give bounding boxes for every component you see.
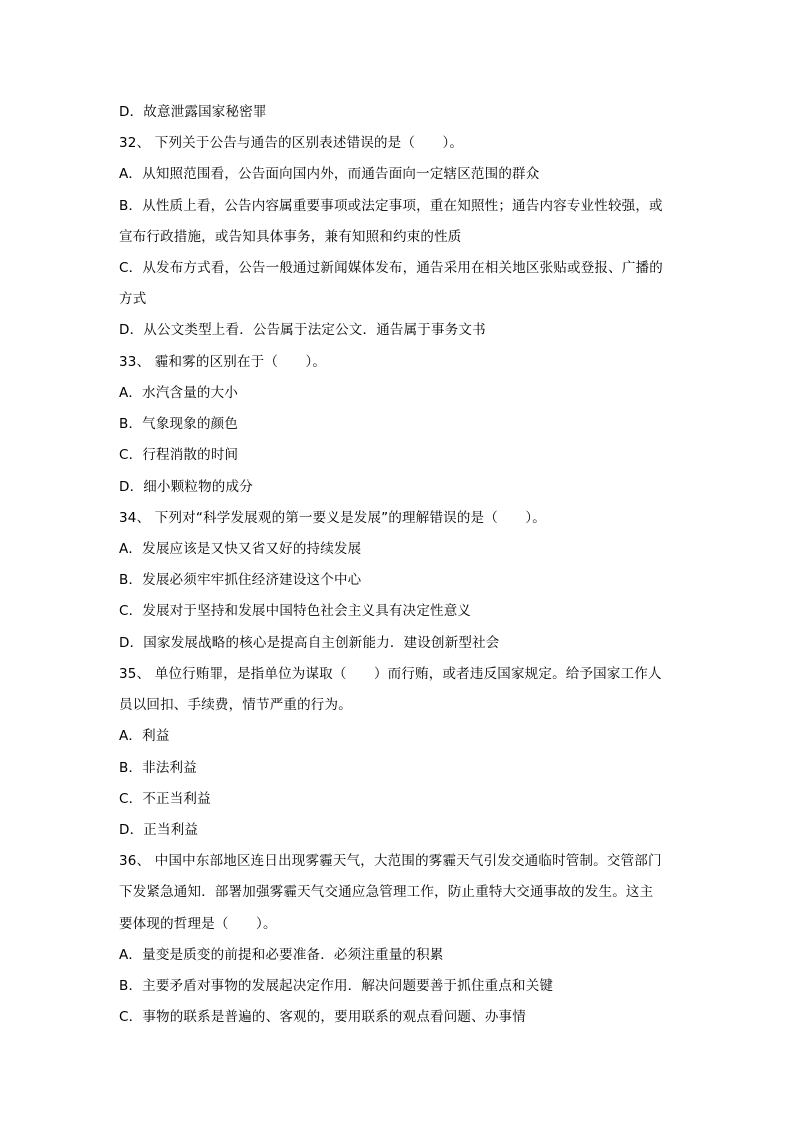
- question-36-stem: 36、 中国中东部地区连日出现雾霾天气，大范围的雾霾天气引发交通临时管制。交管部门: [119, 853, 662, 869]
- option-32-b-cont: 宣布行政措施，或告知具体事务，兼有知照和约束的性质: [119, 229, 462, 245]
- option-36-b: B．主要矛盾对事物的发展起决定作用．解决问题要善于抓住重点和关键: [119, 978, 554, 994]
- question-35-stem-cont: 员以回扣、手续费，情节严重的行为。: [119, 697, 352, 713]
- option-32-d: D．从公文类型上看．公告属于法定公文．通告属于事务文书: [119, 322, 486, 338]
- question-36-stem-cont-1: 下发紧急通知．部署加强雾霾天气交通应急管理工作，防止重特大交通事故的发生。这主: [119, 884, 654, 900]
- option-34-c: C．发展对于坚持和发展中国特色社会主义具有决定性意义: [119, 603, 472, 619]
- question-35-stem: 35、 单位行贿罪，是指单位为谋取（ ）而行贿，或者违反国家规定。给予国家工作人: [119, 666, 662, 682]
- option-34-d: D．国家发展战略的核心是提高自主创新能力．建设创新型社会: [119, 635, 500, 651]
- option-33-c: C．行程消散的时间: [119, 447, 239, 463]
- option-34-b: B．发展必须牢牢抓住经济建设这个中心: [119, 572, 362, 588]
- option-35-a: A．利益: [119, 728, 170, 744]
- option-34-a: A．发展应该是又快又省又好的持续发展: [119, 541, 362, 557]
- option-33-a: A．水汽含量的大小: [119, 385, 239, 401]
- option-32-c-cont: 方式: [119, 291, 147, 307]
- option-33-b: B．气象现象的颜色: [119, 416, 239, 432]
- option-32-c: C．从发布方式看，公告一般通过新闻媒体发布，通告采用在相关地区张贴或登报、广播的: [119, 260, 663, 276]
- option-31-d: D．故意泄露国家秘密罪: [119, 104, 267, 120]
- question-34-stem: 34、 下列对“科学发展观的第一要义是发展”的理解错误的是（ ）。: [119, 510, 547, 526]
- option-35-b: B．非法利益: [119, 760, 197, 776]
- question-32-stem: 32、 下列关于公告与通告的区别表述错误的是（ ）。: [119, 135, 464, 151]
- option-32-b: B．从性质上看，公告内容属重要事项或法定事项，重在知照性；通告内容专业性较强，或: [119, 198, 663, 214]
- option-36-c: C．事物的联系是普遍的、客观的，要用联系的观点看问题、办事情: [119, 1009, 526, 1025]
- option-35-c: C．不正当利益: [119, 791, 211, 807]
- question-36-stem-cont-2: 要体现的哲理是（ ）。: [119, 916, 277, 932]
- question-33-stem: 33、 霾和雾的区别在于（ ）。: [119, 354, 327, 370]
- option-32-a: A．从知照范围看，公告面向国内外，而通告面向一定辖区范围的群众: [119, 166, 540, 182]
- option-33-d: D．细小颗粒物的成分: [119, 479, 253, 495]
- option-36-a: A．量变是质变的前提和必要准备．必须注重量的积累: [119, 947, 444, 963]
- option-35-d: D．正当利益: [119, 822, 199, 838]
